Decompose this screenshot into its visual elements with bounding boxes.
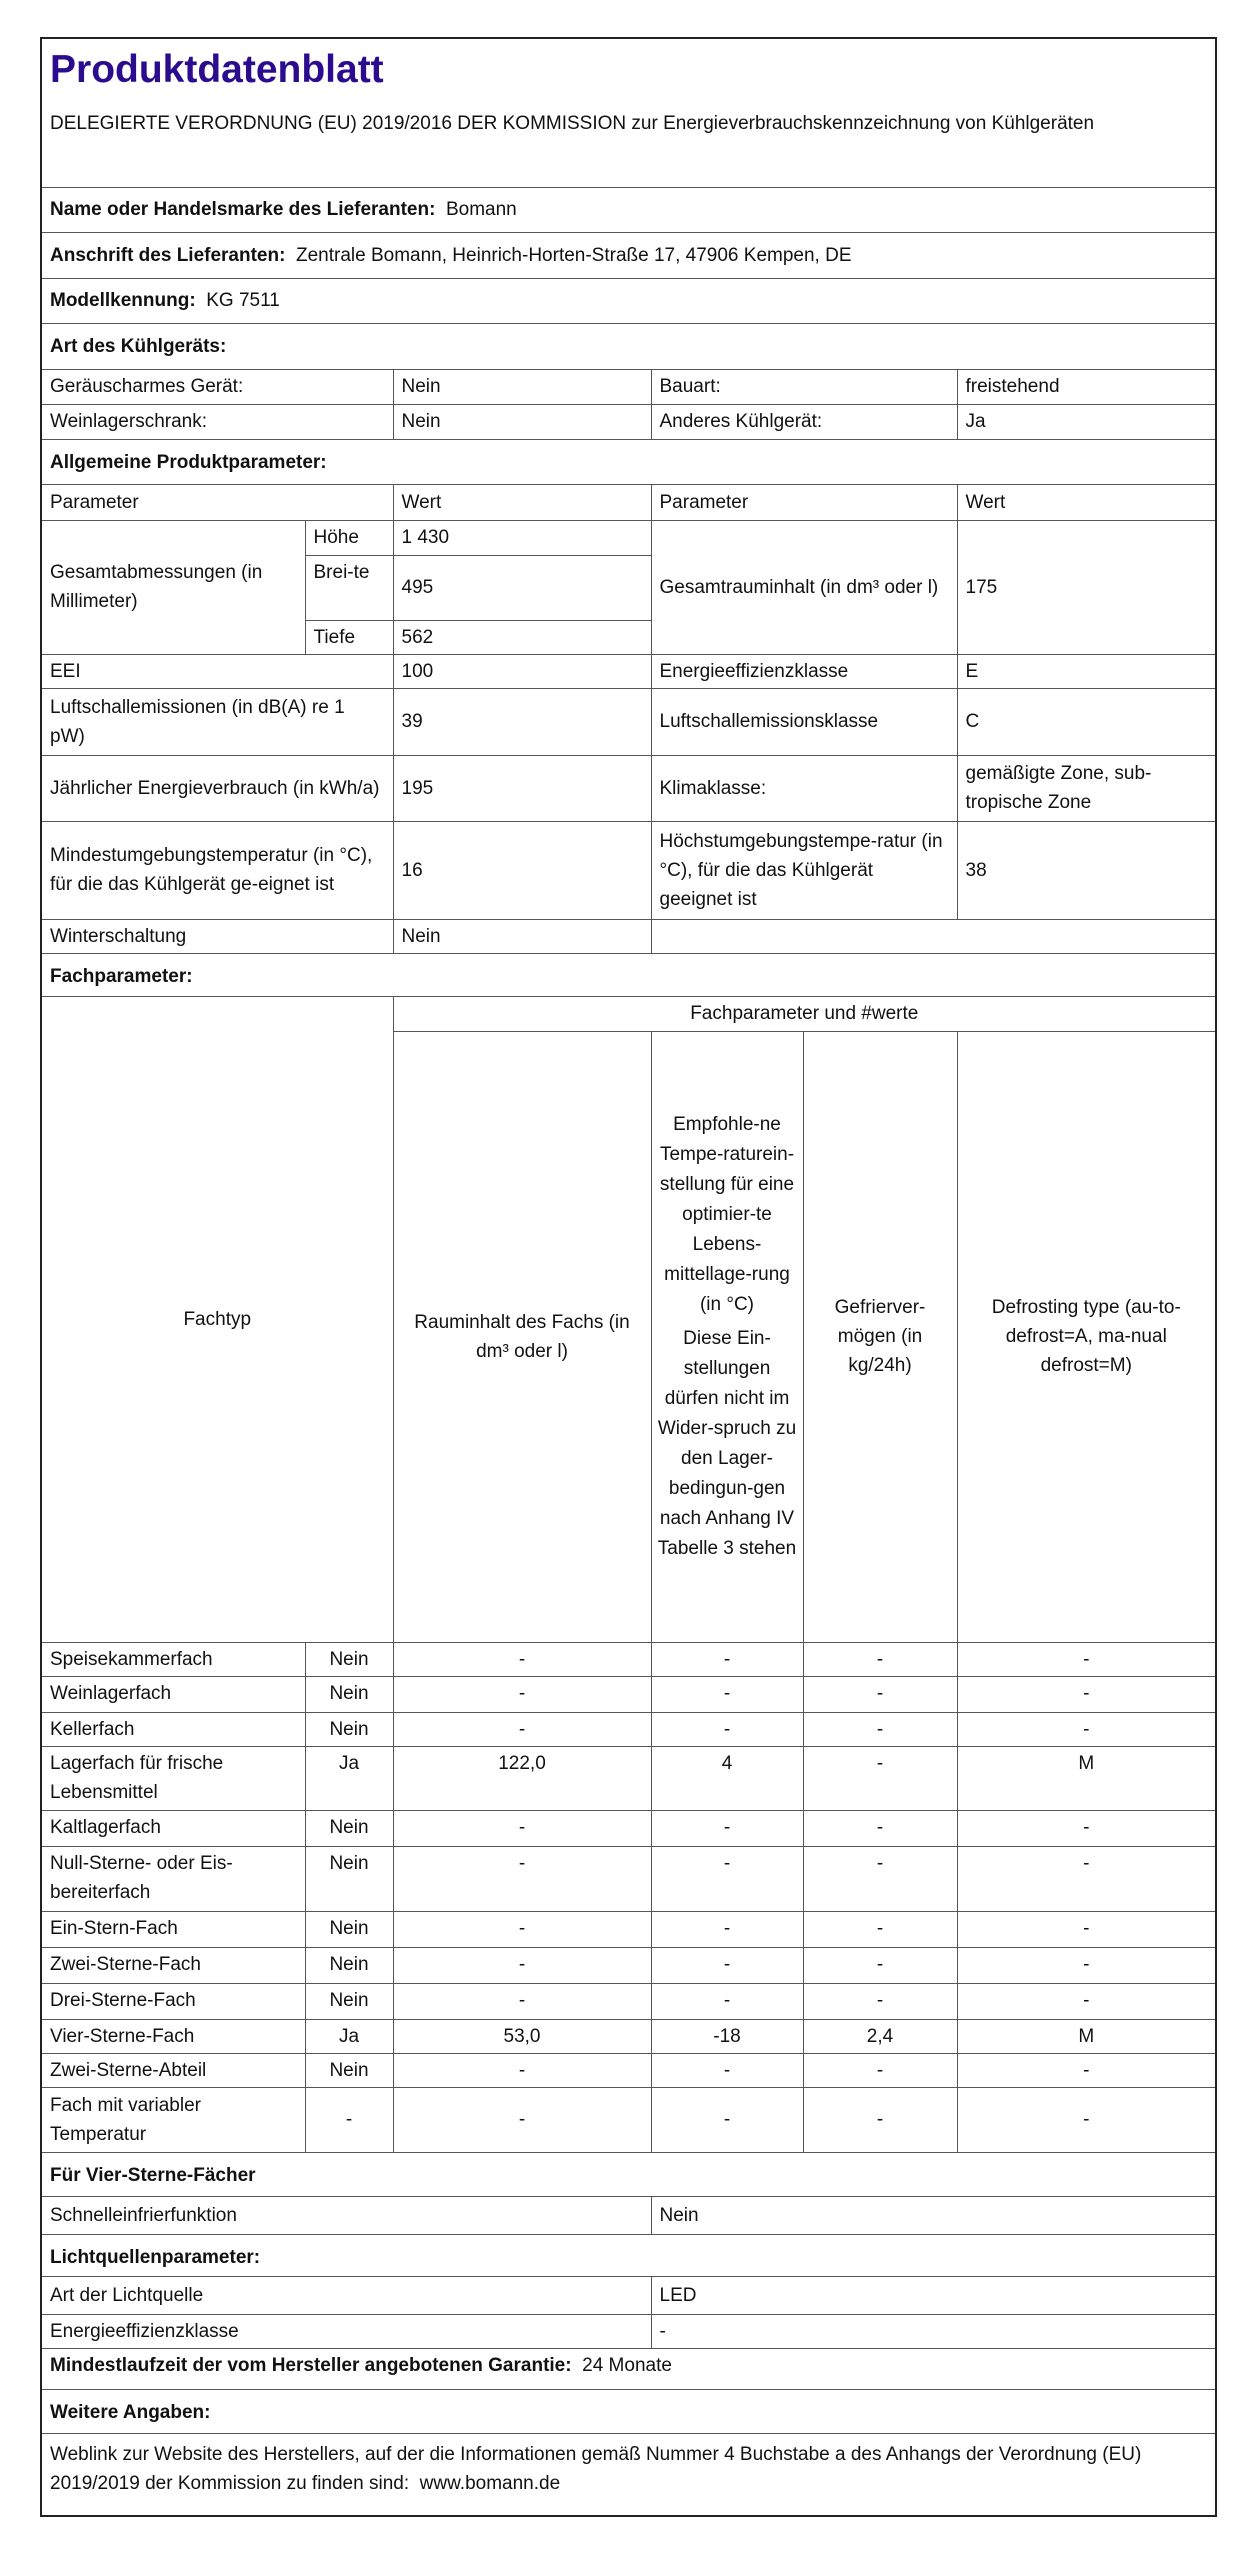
noise-label: Luftschallemissionen (in dB(A) re 1 pW) — [41, 688, 393, 755]
compartment-freezing-capacity: - — [803, 1983, 957, 2019]
compartment-freezing-capacity: - — [803, 1947, 957, 1983]
compartment-name: Zwei-Sterne-Abteil — [41, 2053, 305, 2087]
compartment-temperature: - — [651, 1642, 803, 1676]
compartment-row — [41, 1642, 1216, 1676]
max-temp-label: Höchstumgebungstempe-ratur (in °C), für die das Kühlgerät geeignet ist — [651, 821, 957, 919]
col-header-volume: Rauminhalt des Fachs (in dm³ oder l) — [393, 1031, 651, 1642]
section-light: Lichtquellenparameter: — [41, 2234, 1216, 2276]
weblink-url[interactable]: www.bomann.de — [419, 2472, 561, 2494]
model-row — [41, 278, 1216, 323]
section-four-star: Für Vier-Sterne-Fächer — [41, 2152, 1216, 2196]
compartment-row — [41, 1983, 1216, 2019]
compartment-row — [41, 1911, 1216, 1947]
compartment-rows — [41, 1642, 1216, 2152]
height-label: Höhe — [305, 520, 393, 555]
compartment-freezing-capacity: - — [803, 1911, 957, 1947]
compartment-freezing-capacity: - — [803, 2087, 957, 2152]
width-value: 495 — [393, 555, 651, 620]
compartment-present: Nein — [305, 1810, 393, 1846]
compartment-present: Nein — [305, 1676, 393, 1712]
compartment-row — [41, 2019, 1216, 2053]
compartment-defrost-type: M — [957, 1746, 1216, 1810]
compartment-name: Null-Sterne- oder Eis-bereiterfach — [41, 1846, 305, 1911]
col-header-compartment-type: Fachtyp — [41, 996, 393, 1642]
compartment-volume: - — [393, 1947, 651, 1983]
col-header-parameter-2: Parameter — [651, 484, 957, 520]
eei-label: EEI — [41, 654, 393, 688]
regulation-subtitle: DELEGIERTE VERORDNUNG (EU) 2019/2016 DER KOMMISSION zur Energieverbrauchskennzeichnung von Kühlgeräten — [50, 113, 1095, 134]
supplier-address-value: Zentrale Bomann, Heinrich-Horten-Straße 17, 47906 Kempen, DE — [296, 244, 852, 266]
compartment-temperature: - — [651, 1983, 803, 2019]
compartment-volume: - — [393, 1712, 651, 1746]
compartment-freezing-capacity: - — [803, 1746, 957, 1810]
compartment-name: Zwei-Sterne-Fach — [41, 1947, 305, 1983]
compartment-row — [41, 2087, 1216, 2152]
col-header-value-2: Wert — [957, 484, 1216, 520]
supplier-address-row — [41, 232, 1216, 278]
compartment-row — [41, 1746, 1216, 1810]
empty-cell — [651, 919, 1216, 953]
climate-class-value: gemäßigte Zone, sub-tropische Zone — [957, 755, 1216, 821]
light-class-value: - — [651, 2314, 1216, 2348]
section-general: Allgemeine Produktparameter: — [41, 439, 1216, 484]
winter-value: Nein — [393, 919, 651, 953]
compartment-present: - — [305, 2087, 393, 2152]
compartment-temperature: - — [651, 1676, 803, 1712]
compartment-freezing-capacity: - — [803, 1712, 957, 1746]
compartment-present: Nein — [305, 1947, 393, 1983]
warranty-label: Mindestlaufzeit der vom Hersteller angebotenen Garantie: — [50, 2354, 572, 2376]
depth-label: Tiefe — [305, 620, 393, 654]
min-temp-label: Mindestumgebungstemperatur (in °C), für die das Kühlgerät ge-eignet ist — [41, 821, 393, 919]
compartment-volume: - — [393, 2053, 651, 2087]
compartment-volume: 122,0 — [393, 1746, 651, 1810]
weblink-text: Weblink zur Website des Herstellers, auf der die Informationen gemäß Nummer 4 Buchstabe a des Anhangs der Verordnung (EU) 2019/2019 der Kommission zu finden sind: — [50, 2443, 1142, 2494]
header-cell — [41, 38, 1216, 187]
compartment-name: Drei-Sterne-Fach — [41, 1983, 305, 2019]
temperature-header-note: Diese Ein-stellungen dürfen nicht im Wider-spruch zu den Lager-bedingun-gen nach Anhang IV Tabelle 3 stehen — [657, 1327, 797, 1559]
compartment-temperature: - — [651, 2087, 803, 2152]
compartment-defrost-type: - — [957, 1712, 1216, 1746]
compartment-freezing-capacity: - — [803, 1642, 957, 1676]
compartment-volume: - — [393, 1810, 651, 1846]
compartment-volume: - — [393, 1846, 651, 1911]
compartment-present: Ja — [305, 1746, 393, 1810]
compartment-present: Nein — [305, 1911, 393, 1947]
compartment-defrost-type: - — [957, 1947, 1216, 1983]
col-header-parameter: Parameter — [41, 484, 393, 520]
warranty-row — [41, 2348, 1216, 2389]
col-header-value: Wert — [393, 484, 651, 520]
low-noise-label: Geräuscharmes Gerät: — [41, 369, 393, 404]
compartment-volume: 53,0 — [393, 2019, 651, 2053]
width-label: Brei-te — [305, 555, 393, 620]
compartment-group-header: Fachparameter und #werte — [393, 996, 1216, 1031]
compartment-row — [41, 1712, 1216, 1746]
compartment-present: Nein — [305, 1642, 393, 1676]
compartment-freezing-capacity: 2,4 — [803, 2019, 957, 2053]
compartment-defrost-type: - — [957, 1676, 1216, 1712]
compartment-temperature: - — [651, 1712, 803, 1746]
col-header-defrost-type: Defrosting type (au-to-defrost=A, ma-nual defrost=M) — [957, 1031, 1216, 1642]
compartment-present: Nein — [305, 2053, 393, 2087]
compartment-freezing-capacity: - — [803, 1676, 957, 1712]
section-more: Weitere Angaben: — [41, 2389, 1216, 2433]
compartment-row — [41, 1947, 1216, 1983]
compartment-name: Weinlagerfach — [41, 1676, 305, 1712]
compartment-temperature: - — [651, 1846, 803, 1911]
light-class-label: Energieeffizienzklasse — [41, 2314, 651, 2348]
wine-cabinet-value: Nein — [393, 404, 651, 439]
compartment-name: Fach mit variabler Temperatur — [41, 2087, 305, 2152]
fast-freeze-value: Nein — [651, 2196, 1216, 2234]
other-appliance-value: Ja — [957, 404, 1216, 439]
noise-class-value: C — [957, 688, 1216, 755]
col-header-freezing-capacity: Gefrierver-mögen (in kg/24h) — [803, 1031, 957, 1642]
compartment-freezing-capacity: - — [803, 1846, 957, 1911]
design-value: freistehend — [957, 369, 1216, 404]
compartment-present: Nein — [305, 1846, 393, 1911]
compartment-freezing-capacity: - — [803, 1810, 957, 1846]
annual-energy-value: 195 — [393, 755, 651, 821]
depth-value: 562 — [393, 620, 651, 654]
compartment-temperature: -18 — [651, 2019, 803, 2053]
noise-value: 39 — [393, 688, 651, 755]
design-label: Bauart: — [651, 369, 957, 404]
annual-energy-label: Jährlicher Energieverbrauch (in kWh/a) — [41, 755, 393, 821]
supplier-address-label: Anschrift des Lieferanten: — [50, 244, 286, 266]
compartment-name: Kaltlagerfach — [41, 1810, 305, 1846]
compartment-temperature: - — [651, 1810, 803, 1846]
compartment-defrost-type: - — [957, 1983, 1216, 2019]
light-type-value: LED — [651, 2276, 1216, 2314]
section-type: Art des Kühlgeräts: — [41, 323, 1216, 369]
supplier-name-value: Bomann — [445, 199, 517, 220]
noise-class-label: Luftschallemissionsklasse — [651, 688, 957, 755]
compartment-volume: - — [393, 2087, 651, 2152]
temperature-header-text: Empfohle-ne Tempe-raturein-stellung für eine optimier-te Lebens-mittellage-rung (in °C) — [659, 1113, 795, 1315]
height-value: 1 430 — [393, 520, 651, 555]
compartment-defrost-type: - — [957, 2087, 1216, 2152]
page-title: Produktdatenblatt — [50, 48, 384, 91]
compartment-row — [41, 1810, 1216, 1846]
compartment-defrost-type: - — [957, 2053, 1216, 2087]
total-volume-value: 175 — [957, 520, 1216, 654]
compartment-row — [41, 2053, 1216, 2087]
winter-label: Winterschaltung — [41, 919, 393, 953]
compartment-volume: - — [393, 1983, 651, 2019]
weblink-row — [41, 2433, 1216, 2516]
compartment-freezing-capacity: - — [803, 2053, 957, 2087]
total-volume-label: Gesamtrauminhalt (in dm³ oder l) — [651, 520, 957, 654]
dimensions-label: Gesamtabmessungen (in Millimeter) — [41, 520, 305, 654]
col-header-temperature — [651, 1031, 803, 1642]
product-data-sheet — [40, 37, 1217, 2517]
low-noise-value: Nein — [393, 369, 651, 404]
eei-value: 100 — [393, 654, 651, 688]
energy-class-value: E — [957, 654, 1216, 688]
wine-cabinet-label: Weinlagerschrank: — [41, 404, 393, 439]
compartment-name: Lagerfach für frische Lebensmittel — [41, 1746, 305, 1810]
min-temp-value: 16 — [393, 821, 651, 919]
compartment-temperature: - — [651, 1911, 803, 1947]
compartment-name: Vier-Sterne-Fach — [41, 2019, 305, 2053]
compartment-name: Speisekammerfach — [41, 1642, 305, 1676]
model-value: KG 7511 — [206, 290, 280, 311]
compartment-present: Nein — [305, 1712, 393, 1746]
compartment-defrost-type: - — [957, 1846, 1216, 1911]
warranty-value: 24 Monate — [582, 2354, 672, 2376]
compartment-defrost-type: - — [957, 1642, 1216, 1676]
compartment-present: Nein — [305, 1983, 393, 2019]
compartment-defrost-type: - — [957, 1810, 1216, 1846]
compartment-defrost-type: - — [957, 1911, 1216, 1947]
supplier-name-row — [41, 187, 1216, 232]
compartment-defrost-type: M — [957, 2019, 1216, 2053]
light-type-label: Art der Lichtquelle — [41, 2276, 651, 2314]
compartment-name: Kellerfach — [41, 1712, 305, 1746]
compartment-temperature: - — [651, 1947, 803, 1983]
compartment-row — [41, 1676, 1216, 1712]
energy-class-label: Energieeffizienzklasse — [651, 654, 957, 688]
climate-class-label: Klimaklasse: — [651, 755, 957, 821]
compartment-row — [41, 1846, 1216, 1911]
supplier-name-label: Name oder Handelsmarke des Lieferanten: — [50, 199, 436, 220]
max-temp-value: 38 — [957, 821, 1216, 919]
compartment-temperature: 4 — [651, 1746, 803, 1810]
compartment-present: Ja — [305, 2019, 393, 2053]
compartment-volume: - — [393, 1911, 651, 1947]
fast-freeze-label: Schnelleinfrierfunktion — [41, 2196, 651, 2234]
compartment-name: Ein-Stern-Fach — [41, 1911, 305, 1947]
section-compartments: Fachparameter: — [41, 953, 1216, 996]
compartment-volume: - — [393, 1676, 651, 1712]
compartment-volume: - — [393, 1642, 651, 1676]
compartment-temperature: - — [651, 2053, 803, 2087]
model-label: Modellkennung: — [50, 290, 196, 311]
other-appliance-label: Anderes Kühlgerät: — [651, 404, 957, 439]
